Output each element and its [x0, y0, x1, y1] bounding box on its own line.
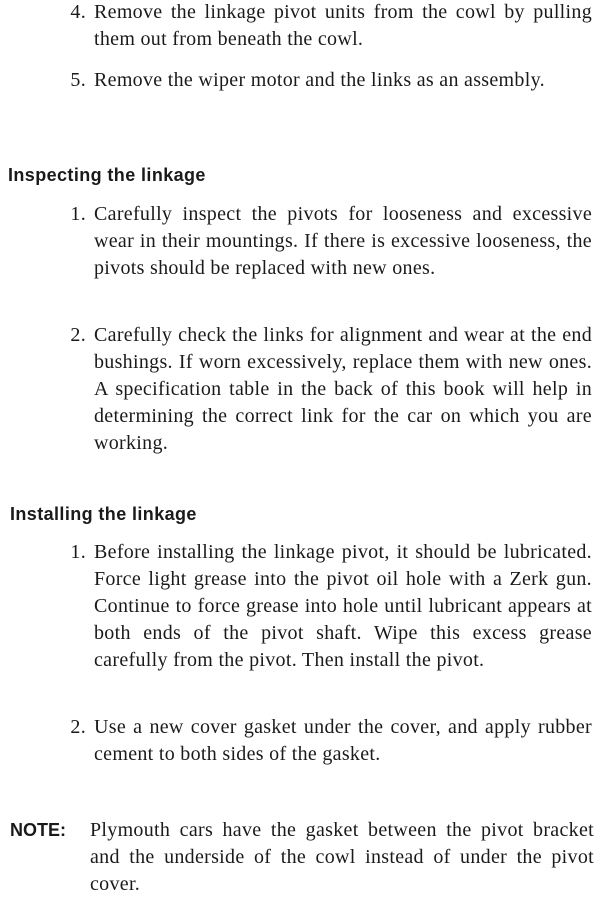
install-step-2: [56, 714, 592, 768]
step-number: 5.: [70, 69, 86, 91]
install-step-1: [56, 539, 592, 674]
note-block: [10, 817, 594, 898]
step-number: 1.: [70, 541, 86, 563]
inspect-step-2: [56, 322, 592, 457]
step-text: Remove the linkage pivot units from the cowl by pulling them out from beneath the cowl.: [94, 1, 592, 50]
step-text: Carefully check the links for alignment and wear at the end bushings. If worn excessively, replace them with new ones. A specification table in the back of this book will help in determining the correct link for the car on which you are working.: [94, 324, 592, 454]
step-number: 4.: [70, 1, 86, 23]
step-number: 2.: [70, 324, 86, 346]
step-text: Carefully inspect the pivots for looseness and excessive wear in their mountings. If there is excessive looseness, the pivots should be replaced with new ones.: [94, 203, 592, 279]
step-text: Before installing the linkage pivot, it should be lubricated. Force light grease into the pivot oil hole with a Zerk gun. Continue to force grease into hole until lubricant appears at both ends of the pivot shaft. Wipe this excess grease carefully from the pivot. Then install the pivot.: [94, 541, 592, 671]
step-number: 2.: [70, 716, 86, 738]
note-text: Plymouth cars have the gasket between the pivot bracket and the underside of the cowl instead of under the pivot cover.: [90, 819, 594, 895]
step-text: Remove the wiper motor and the links as an assembly.: [94, 69, 545, 91]
section-heading-installing: Installing the linkage: [10, 504, 197, 524]
inspect-step-1: [56, 201, 592, 282]
note-label: NOTE:: [10, 820, 66, 840]
step-text: Use a new cover gasket under the cover, and apply rubber cement to both sides of the gasket.: [94, 716, 592, 765]
removal-step-4: [56, 0, 592, 53]
removal-step-5: [56, 67, 592, 94]
section-heading-inspecting: Inspecting the linkage: [8, 165, 206, 185]
step-number: 1.: [70, 203, 86, 225]
